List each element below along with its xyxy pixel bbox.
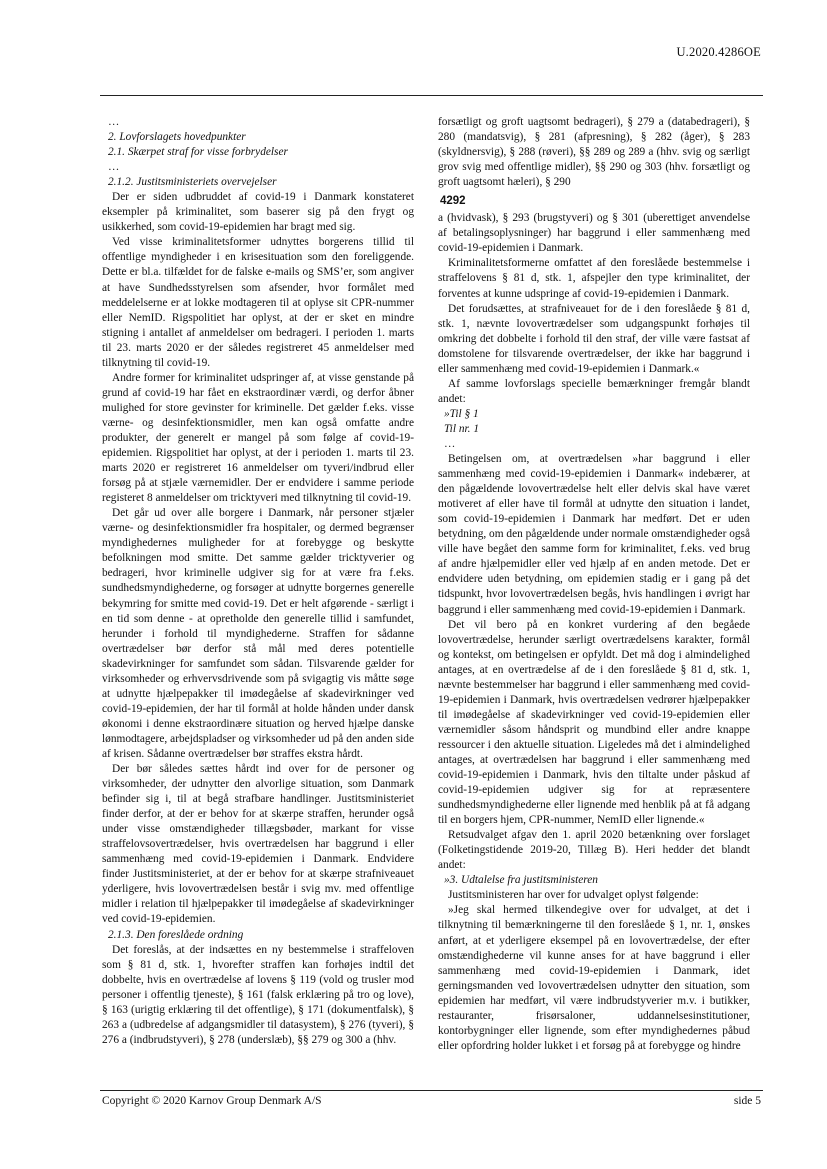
paragraph: Der er siden udbruddet af covid-19 i Danmark konstateret eksempler på kriminalitet, som baserer sig på den frygt og usikkerhed, som covid-19-epidemien har bragt med sig. [102, 191, 414, 234]
paragraph: Andre former for kriminalitet udspringer af, at visse genstande på grund af covid-19 har fået en ekstraordinær værdi, og derfor åbner mulighed for store gevinster for kriminelle. Det gælder f.eks. visse værne- og desinfektionsmidler, men kan også omfatte andre produkter, der generelt er mangel på som følge af covid-19-epidemien. Rigspolitiet har oplyst, at der i perioden 1. marts til 23. marts 2020 er registreret 16 anmeldelser om tyveri/indbrud eller forsøg på at stjæle værnemidler. Der er endvidere i samme periode registeret 8 anmeldelser om tricktyveri med tilknytning til covid-19. [102, 371, 414, 505]
paragraph: Kriminalitetsformerne omfattet af den foreslåede bestemmelse i straffelovens § 81 d, stk. 1, afspejler den type kriminalitet, der forventes at kunne udspringe af covid-19-epidemien i Danmark. [438, 257, 750, 300]
section-heading: 2.1. Skærpet straf for visse forbrydelser [108, 146, 288, 159]
page-number: side 5 [733, 1095, 761, 1107]
section-heading: 2.1.3. Den foreslåede ordning [108, 928, 244, 941]
right-column-continuation: forsætligt og groft uagtsomt bedrageri), § 279 a (databedrageri), § 280 (mandatsvig), § 281 (afpresning), § 282 (åger), § 283 (skyldnersvig), § 288 (røveri), §§ 289 og 289 a (hhv. svig og særligt grov svig med offentlige midler), §§ 290 og 303 (hhv. forsætligt og groft uagtsomt hæleri), § 290 [438, 116, 750, 189]
paragraph: Af samme lovforslags specielle bemærkninger fremgår blandt andet: [438, 377, 750, 405]
right-column-body [438, 211, 750, 1054]
paragraph: Det vil bero på en konkret vurdering af den begåede lovovertrædelse, herunder særligt overtrædelsens karakter, formål og kontekst, om betingelsen er opfyldt. Det må dog i almindelighed antages, at en overtrædelse af de i den foreslåede § 81 d, stk. 1, nævnte bestemmelser har baggrund i eller sammenhæng med covid-19-epidemien i Danmark, hvis overtrædelsen vedrører hjælpepakker til imødegåelse af skadevirkninger ved covid-19-epidemien eller værnemidler såsom håndsprit og mundbind eller andre knappe ressourcer i den aktuelle situation. Ligeledes må det i almindelighed antages, at overtrædelsen har baggrund i eller sammenhæng med covid-19-epidemien i Danmark, hvis den tiltalte under påskud af covid-19-epidemien udgiver sig for at repræsentere sundhedsmyndighederne eller lignende med henblik på at få adgang til en borgers hjem, CPR-nummer, NemID eller lignende.« [438, 618, 750, 827]
paragraph: Det går ud over alle borgere i Danmark, når personer stjæler værne- og desinfektionsmidler fra hospitaler, og dermed begrænser myndighedernes muligheder for at forebygge og beskytte befolkningen mod smitte. Det samme gælder tricktyverier og bedrageri, hvor kriminelle udgiver sig for at være fra f.eks. sundhedsmyndighederne, og forsøger at udnytte borgernes generelle bekymring for smitte med covid-19. Det er helt afgørende - særligt i en tid som denne - at opretholde den generelle tillid i samfundet, herunder i forhold til myndighederne. Straffen for sådanne overtrædelser bør derfor stå mål med deres potentielle skadevirkninger for samfundet som sådan. Tilsvarende gælder for virksomheder og erhvervsdrivende som på svigagtig vis måtte søge at udnytte hjælpepakker til imødegåelse af skadevirkninger ved covid-19-epidemien, der har til formål at holde hånden under dansk økonomi i denne ekstraordinære situation og herved hjælpe danske lønmodtagere, arbejdspladser og virksomheder ud på den anden side af krisen. Sådanne overtrædelser bør straffes ekstra hårdt. [102, 507, 414, 760]
paragraph: … [444, 437, 456, 450]
right-column [438, 115, 750, 1054]
document-reference: U.2020.4286OE [676, 45, 761, 59]
footer-rule [100, 1090, 763, 1091]
paragraph: … [108, 116, 120, 128]
section-heading: 2. Lovforslagets hovedpunkter [108, 131, 246, 144]
paragraph: a (hvidvask), § 293 (brugstyveri) og § 301 (uberettiget anvendelse af betalingsoplysninger) har baggrund i eller sammenhæng med covid-19-epidemien i Danmark. [438, 212, 750, 255]
paragraph: »Jeg skal hermed tilkendegive over for udvalget, at det i tilknytning til bemærkningerne til den foreslåede § 1, nr. 1, ønskes anført, at et yderligere eksempel på en lovovertrædelse, der efter omstændighederne vil kunne anses for at have baggrund i eller sammenhæng med covid-19-epidemien i Danmark, idet gerningsmanden ved lovovertrædelsen udnytter den situation, som epidemien har medført, vil være indbrudstyverier m.v. i butikker, restauranter, frisørsaloner, uddannelsesinstitutioner, kontorbygninger eller lignende, som efter myndighedernes påbud eller opfordring holder lukket i et forsøg på at forebygge og hindre [438, 904, 750, 1052]
section-heading: 2.1.2. Justitsministeriets overvejelser [108, 176, 277, 189]
section-heading: Til nr. 1 [444, 422, 479, 435]
section-heading: »3. Udtalelse fra justitsministeren [444, 874, 598, 887]
paragraph: Retsudvalget afgav den 1. april 2020 betænkning over forslaget (Folketingstidende 2019-20, Tillæg B). Heri hedder det blandt andet: [438, 829, 750, 872]
left-column [102, 115, 414, 1048]
paragraph: Det foreslås, at der indsættes en ny bestemmelse i straffeloven som § 81 d, stk. 1, hvorefter straffen kan forhøjes indtil det dobbelte, hvis en overtrædelse af lovens § 119 (vold og trusler mod personer i offentlig tjeneste), § 161 (falsk erklæring på tro og love), § 163 (urigtig erklæring til det offentlige), § 171 (dokumentfalsk), § 263 a (udbredelse af adgangsmidler til datasystem), § 276 (tyveri), § 276 a (indbrudstyveri), § 278 (underslæb), §§ 279 og 300 a (hhv. [102, 943, 414, 1046]
paragraph: Det forudsættes, at strafniveauet for de i den foreslåede § 81 d, stk. 1, nævnte lovovertrædelser som udgangspunkt forhøjes til omkring det dobbelte i forhold til den straf, der ville være fastsat af domstolene for tilsvarende overtrædelser, der ikke har baggrund i eller sammenhæng med covid-19-epidemien i Danmark.« [438, 302, 750, 375]
copyright-notice: Copyright © 2020 Karnov Group Denmark A/S [102, 1095, 322, 1107]
paragraph: Justitsministeren har over for udvalget oplyst følgende: [448, 889, 699, 902]
paragraph: Der bør således sættes hårdt ind over for de personer og virksomheder, der udnytter den alvorlige situation, som Danmark befinder sig i, til at begå strafbare handlinger. Justitsministeriet finder derfor, at der er behov for at skærpe straffen, herunder også under visse omstændigheder tillægsbøder, markant for visse straffelovsovertrædelser, hvis overtrædelsen har baggrund i eller sammenhæng med covid-19-epidemien i Danmark. Endvidere finder Justitsministeriet, at der er behov for at skærpe strafniveauet yderligere, hvis lovovertrædelsen består i svig mv. med offentlige midler i relation til hjælpepakker til imødegåelse af skadevirkninger ved covid-19-epidemien. [102, 763, 414, 926]
section-heading: »Til § 1 [444, 407, 479, 420]
page-marker: 4292 [440, 195, 466, 208]
header-rule [100, 95, 763, 96]
paragraph: Ved visse kriminalitetsformer udnyttes borgerens tillid til offentlige myndigheder i en krisesituation som den foreliggende. Dette er bl.a. tilfældet for de falske e-mails og SMS’er, som angiver at have Sundhedsstyrelsen som afsender, hvor formålet med meddelelserne er at lokke modtageren til at oplyse sit CPR-nummer eller NemID. Rigspolitiet har oplyst, at der er sket en mindre stigning i antallet af anmeldelser om bedrageri. I perioden 1. marts til 23. marts 2020 er der således registreret 45 anmeldelser med tilknytning til covid-19. [102, 236, 414, 369]
paragraph: Betingelsen om, at overtrædelsen »har baggrund i eller sammenhæng med covid-19-epidemien i Danmark« indebærer, at den pågældende lovovertrædelse helt eller delvis skal have været motiveret af eller have til formål at udnytte den situation i landet, som covid-19-epidemien i Danmark har medført. Det er uden betydning, om den pågældende under normale omstændigheder også ville have begået den samme form for kriminalitet, f.eks. ved brug af andre hjælpemidler eller ved hjælp af en anden metode. Det er endvidere uden betydning, om epidemien stadig er i gang på det tidspunkt, hvor lovovertrædelsen begås, hvis handlingen i øvrigt har baggrund i eller sammenhæng med covid-19-epidemien i Danmark. [438, 453, 750, 616]
paragraph: … [108, 161, 120, 174]
